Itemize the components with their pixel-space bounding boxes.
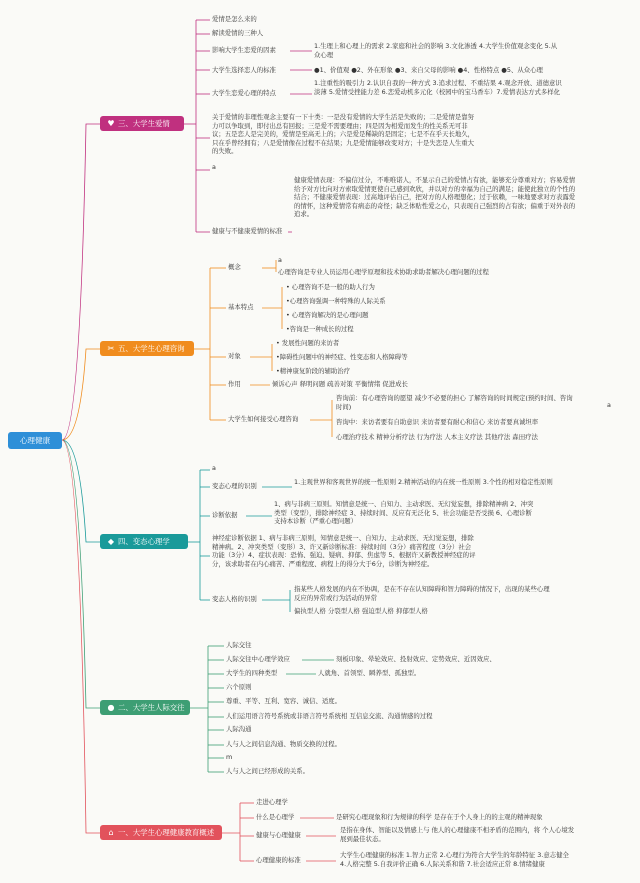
node-label: 变态人格的识别	[212, 595, 257, 603]
branch-label: 五、大学生心理咨询	[118, 344, 185, 353]
people-icon: ●	[107, 703, 115, 712]
node-text: 心理咨询是专业人员运用心理学原理和技术协助求助者解决心理问题的过程	[278, 268, 489, 276]
node-label: 大学生如何接受心理咨询	[228, 415, 299, 423]
node-label: 大学生的四种类型	[226, 669, 278, 677]
node-label: 对象	[228, 352, 241, 360]
feature-item: •心理咨询强调一种特殊的人际关系	[286, 297, 386, 305]
node-label: 健康与不健康爱情的标准	[212, 227, 283, 235]
node-mark: a	[212, 163, 216, 171]
node-text: 1、病与非病三原则。知情意是统一、自知力、主动求医、无幻觉妄想，排除精神病 2、冲突类型（变型），排除神经症 3、持续时间、反应有无泛化 5、社会功能是否受损 6、心理诊断支持本诊断（严重心理问题）	[274, 500, 534, 526]
node-mark: m	[226, 753, 233, 761]
branch-label: 二、大学生人际交往	[118, 703, 185, 712]
node-text: 健康爱情表现：不偏信过分，不唯唯诺人，不显示自己的爱情占有欲，能够充分尊重对方；容易爱情给予对方比向对方索取爱情更使自己感到欢欣，并以对方的幸福为自己的满足；能使此独立的个性的结合；不健康爱情表现：过高地评估自己，把对方的人格理想化；过于依赖，一味地要求对方表露爱的情怀，这种爱情常有病态的奇怪；缺乏体贴性爱之心，只表现自己强烈的占有欲；偏重于对外表的追求。	[294, 176, 576, 219]
node-text: 人际交往	[226, 641, 252, 649]
how-item: 咨询中：来访者要有自助意识 来访者要有耐心和信心 来访者要真诚坦率	[336, 418, 539, 426]
node-text: 1.注重性的吸引力 2.认识自我的一种方式 3.追求过程、不重结果 4.观念开放、道德意识淡薄 5.爱情受挫能力差 6.恋爱动机多元化（校园中的宝马香车）7.爱情表达方式多样化	[314, 79, 562, 96]
home-icon: ⌂	[108, 828, 114, 837]
node-text: 关于爱情的非理性观念主要有一下十类：一是没有爱情的大学生活是失败的；二是爱情是靠努力可以争取到，即付出总有回报；三是爱不需要理由；四是因为相爱而发生的性关系无可非议；五是恋人是完美的，爱情是至高无上的；六是爱是稀缺的是固定；七是不在乎天长地久，只在乎曾经拥有；八是爱情像在过程不在结果；九是爱情能够改变对方；十是失恋是人生重大的失败。	[212, 113, 475, 156]
feature-item: •咨询是一种成长的过程	[286, 325, 354, 333]
branch-counseling[interactable]	[100, 341, 194, 356]
node-text: 偏执型人格 分裂型人格 强迫型人格 抑郁型人格	[294, 607, 428, 615]
tools-icon: ✂	[107, 344, 115, 353]
node-text: 六个原则	[226, 683, 252, 691]
node-text: 人际沟通	[226, 725, 252, 733]
branch-label: 四、变态心理学	[118, 537, 170, 546]
how-item: 咨询前：有心理咨询的愿望 减少不必要的担心 了解咨询的时间规定(预约时间、咨询时间)	[336, 394, 573, 411]
node-text: 人与人之间信息沟通、物质交换的过程。	[226, 740, 342, 748]
node-label: 概念	[228, 263, 241, 271]
node-text: 指某些人格发展的内在不协调，是在不存在认知障碍和智力障碍的情况下，出现的某些心理反应的异常或行为活动的异常	[294, 585, 550, 602]
node-label: 作用	[228, 380, 241, 388]
node-text: 是指在身体、智能以及情感上与 他人的心理健康不相矛盾的范围内，将 个人心境发展到最佳状态。	[340, 826, 575, 843]
node-label: 大学生恋爱心理的特点	[212, 89, 276, 97]
node-label: 健康与心理健康	[256, 831, 301, 839]
feature-item: • 心理咨询解决的是心理问题	[286, 311, 369, 319]
node-text: 尊重、平等、互利、宽容、诚信、适度。	[226, 697, 342, 705]
node-text: 人与人之间已经形成的关系。	[226, 767, 310, 775]
how-item: 心理治疗技术 精神分析疗法 行为疗法 人本主义疗法 其他疗法 森田疗法	[336, 433, 538, 441]
node-text: 爱情是怎么来的	[212, 15, 257, 23]
branch-overview[interactable]	[100, 825, 222, 840]
branch-label: 三、大学生爱情	[118, 119, 170, 128]
node-text: ●1、价值观 ●2、外在形象 ●3、来自父母的影响 ●4、性格特点 ●5、从众心理	[314, 66, 543, 74]
node-label: 变态心理的识别	[212, 482, 257, 490]
node-text: 1.主观世界和客观世界的统一性原则 2.精神活动的内在统一性原则 3.个性的相对稳定性原则	[294, 478, 553, 486]
object-item: • 发展性问题的来访者	[276, 339, 340, 347]
object-item: •障碍性问题中的神经症、性变态和人格障碍等	[276, 353, 408, 361]
branch-label: 一、大学生心理健康教育概述	[118, 828, 215, 837]
node-label: 诊断依据	[212, 511, 238, 519]
node-label: 人际交往中心理学效应	[226, 655, 290, 663]
node-label: 大学生选择恋人的标准	[212, 66, 276, 74]
node-text: 1.生理上和心理上的需求 2.家庭和社会的影响 3.文化渗透 4.大学生价值观念变化 5.从众心理	[314, 42, 558, 59]
node-text: 人们运用语言符号系统或非语言符号系统相 互信息交流、沟通情感的过程	[226, 712, 433, 720]
node-text: 走进心理学	[256, 798, 288, 806]
branch-interpersonal[interactable]	[100, 700, 190, 715]
branch-abnormal[interactable]	[100, 534, 188, 549]
node-label: 基本特点	[228, 303, 254, 311]
branch-love[interactable]	[100, 116, 184, 131]
root-node[interactable]: 心理健康	[8, 432, 62, 449]
brain-icon: ◆	[107, 537, 115, 546]
node-text: 刻板印象、晕轮效应、投射效应、定势效应、近因效应、	[336, 655, 496, 663]
feature-item: • 心理咨询不是一般的助人行为	[286, 283, 375, 291]
node-label: 心理健康的标准	[256, 856, 301, 864]
node-label: 影响大学生恋爱的因素	[212, 46, 276, 54]
node-text: 人就角、首领型、瞬养型、孤独型。	[318, 669, 421, 677]
node-mark: a	[212, 464, 216, 472]
node-text: 倾诉心声 释明问题 疏善对策 平衡情绪 促进成长	[272, 380, 408, 388]
heart-icon: ♥	[107, 119, 115, 128]
node-text: 大学生心理健康的标准 1.智力正常 2.心理行为符合大学生的年龄特征 3.意志健全 4.人格完整 5.自我评价正确 6.人际关系和谐 7.社会适应正常 8.情绪健康	[340, 851, 569, 868]
node-label: 什么是心理学	[256, 813, 295, 821]
node-mark: a	[278, 256, 282, 264]
node-mark: a	[607, 401, 611, 409]
node-text: 解读爱情的三种人	[212, 29, 264, 37]
node-text: 是研究心理现象和行为规律的科学 是存在于个人身上的的主观的精神现象	[336, 813, 543, 821]
object-item: •精神康复阶段的辅助治疗	[276, 367, 351, 375]
node-text: 神经症诊断依据 1、病与非病三原则，知情意是统一、自知力、主动求医、无幻觉妄想，排除精神病。2、冲突类型（变形）3、许又新诊断标准：持续时间（3分）痛苦程度（3分）社会功能（3分）4、症状表现：恐怖、强迫、疑病、抑郁、焦虑等 5、根据许又新教授神经症的评分，该求助者在内心痛苦、严重程度、病程上的得分大于6分，诊断为神经症。	[212, 534, 476, 568]
